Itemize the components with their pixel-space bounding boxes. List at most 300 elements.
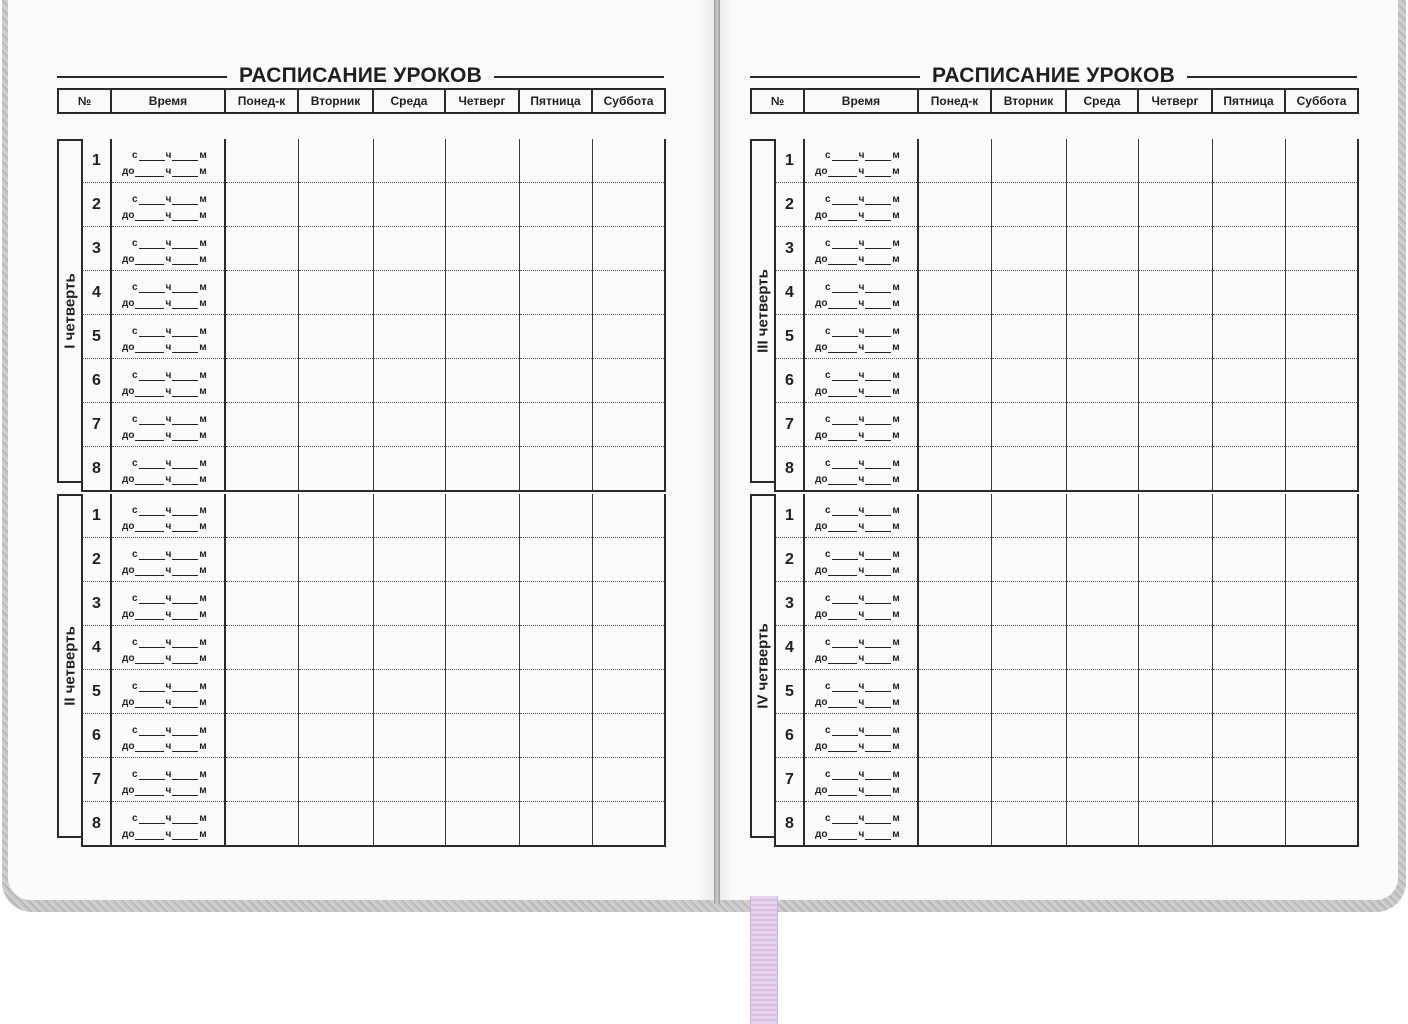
from-hours-blank[interactable]	[139, 238, 165, 249]
from-hours-blank[interactable]	[832, 150, 858, 161]
lesson-cell[interactable]	[1212, 359, 1285, 403]
lesson-cell[interactable]	[519, 315, 592, 359]
from-minutes-blank[interactable]	[865, 681, 891, 692]
lesson-cell[interactable]	[373, 494, 445, 538]
lesson-cell[interactable]	[1066, 538, 1138, 582]
from-hours-blank[interactable]	[139, 813, 165, 824]
lesson-cell[interactable]	[1212, 582, 1285, 626]
from-minutes-blank[interactable]	[172, 238, 198, 249]
lesson-cell[interactable]	[918, 315, 991, 359]
to-hours-blank[interactable]	[828, 565, 857, 576]
to-minutes-blank[interactable]	[172, 785, 198, 796]
lesson-cell[interactable]	[991, 758, 1066, 802]
lesson-cell[interactable]	[1285, 183, 1358, 227]
from-minutes-blank[interactable]	[865, 326, 891, 337]
to-hours-blank[interactable]	[135, 741, 164, 752]
lesson-cell[interactable]	[1138, 183, 1212, 227]
lesson-cell[interactable]	[918, 626, 991, 670]
lesson-cell[interactable]	[225, 227, 298, 271]
to-hours-blank[interactable]	[135, 653, 164, 664]
lesson-cell[interactable]	[445, 626, 519, 670]
lesson-cell[interactable]	[373, 183, 445, 227]
time-field[interactable]	[804, 227, 918, 271]
to-hours-blank[interactable]	[828, 829, 857, 840]
lesson-cell[interactable]	[1285, 626, 1358, 670]
lesson-cell[interactable]	[298, 538, 373, 582]
lesson-cell[interactable]	[519, 582, 592, 626]
lesson-cell[interactable]	[298, 714, 373, 758]
from-hours-blank[interactable]	[139, 370, 165, 381]
to-hours-blank[interactable]	[828, 653, 857, 664]
time-field[interactable]	[111, 359, 225, 403]
lesson-cell[interactable]	[225, 582, 298, 626]
time-field[interactable]	[111, 271, 225, 315]
to-hours-blank[interactable]	[828, 298, 857, 309]
from-minutes-blank[interactable]	[865, 769, 891, 780]
lesson-cell[interactable]	[918, 538, 991, 582]
lesson-cell[interactable]	[592, 538, 665, 582]
from-minutes-blank[interactable]	[865, 549, 891, 560]
to-minutes-blank[interactable]	[172, 565, 198, 576]
lesson-cell[interactable]	[592, 714, 665, 758]
time-field[interactable]	[804, 447, 918, 492]
from-hours-blank[interactable]	[832, 458, 858, 469]
time-field[interactable]	[111, 227, 225, 271]
lesson-cell[interactable]	[592, 183, 665, 227]
to-minutes-blank[interactable]	[172, 609, 198, 620]
lesson-cell[interactable]	[445, 670, 519, 714]
bookmark-ribbon[interactable]	[750, 896, 778, 1024]
to-hours-blank[interactable]	[828, 521, 857, 532]
lesson-cell[interactable]	[225, 494, 298, 538]
lesson-cell[interactable]	[298, 359, 373, 403]
lesson-cell[interactable]	[991, 315, 1066, 359]
lesson-cell[interactable]	[918, 758, 991, 802]
lesson-cell[interactable]	[298, 447, 373, 492]
lesson-cell[interactable]	[918, 582, 991, 626]
lesson-cell[interactable]	[592, 271, 665, 315]
lesson-cell[interactable]	[1138, 802, 1212, 847]
time-field[interactable]	[111, 315, 225, 359]
lesson-cell[interactable]	[1138, 315, 1212, 359]
lesson-cell[interactable]	[298, 582, 373, 626]
lesson-cell[interactable]	[1138, 494, 1212, 538]
from-hours-blank[interactable]	[139, 414, 165, 425]
to-minutes-blank[interactable]	[172, 653, 198, 664]
time-field[interactable]	[111, 403, 225, 447]
lesson-cell[interactable]	[445, 139, 519, 183]
from-minutes-blank[interactable]	[172, 725, 198, 736]
lesson-cell[interactable]	[1285, 315, 1358, 359]
lesson-cell[interactable]	[1066, 403, 1138, 447]
lesson-cell[interactable]	[1212, 271, 1285, 315]
lesson-cell[interactable]	[918, 670, 991, 714]
to-minutes-blank[interactable]	[172, 254, 198, 265]
from-hours-blank[interactable]	[832, 194, 858, 205]
to-minutes-blank[interactable]	[865, 342, 891, 353]
to-hours-blank[interactable]	[828, 386, 857, 397]
lesson-cell[interactable]	[445, 227, 519, 271]
lesson-cell[interactable]	[225, 802, 298, 847]
time-field[interactable]	[804, 403, 918, 447]
to-minutes-blank[interactable]	[865, 166, 891, 177]
from-hours-blank[interactable]	[139, 505, 165, 516]
to-minutes-blank[interactable]	[865, 254, 891, 265]
lesson-cell[interactable]	[592, 403, 665, 447]
lesson-cell[interactable]	[519, 359, 592, 403]
lesson-cell[interactable]	[225, 670, 298, 714]
lesson-cell[interactable]	[592, 802, 665, 847]
to-minutes-blank[interactable]	[172, 697, 198, 708]
time-field[interactable]	[804, 802, 918, 847]
lesson-cell[interactable]	[373, 403, 445, 447]
lesson-cell[interactable]	[592, 139, 665, 183]
lesson-cell[interactable]	[225, 183, 298, 227]
to-minutes-blank[interactable]	[865, 210, 891, 221]
from-minutes-blank[interactable]	[172, 150, 198, 161]
lesson-cell[interactable]	[225, 447, 298, 492]
lesson-cell[interactable]	[519, 183, 592, 227]
lesson-cell[interactable]	[373, 802, 445, 847]
lesson-cell[interactable]	[991, 582, 1066, 626]
lesson-cell[interactable]	[1138, 227, 1212, 271]
from-hours-blank[interactable]	[832, 414, 858, 425]
from-minutes-blank[interactable]	[172, 593, 198, 604]
lesson-cell[interactable]	[1138, 139, 1212, 183]
from-minutes-blank[interactable]	[172, 370, 198, 381]
to-minutes-blank[interactable]	[172, 741, 198, 752]
lesson-cell[interactable]	[445, 403, 519, 447]
lesson-cell[interactable]	[1066, 802, 1138, 847]
to-hours-blank[interactable]	[135, 342, 164, 353]
lesson-cell[interactable]	[1066, 494, 1138, 538]
to-minutes-blank[interactable]	[172, 166, 198, 177]
lesson-cell[interactable]	[298, 802, 373, 847]
lesson-cell[interactable]	[592, 359, 665, 403]
lesson-cell[interactable]	[519, 403, 592, 447]
lesson-cell[interactable]	[298, 403, 373, 447]
lesson-cell[interactable]	[1138, 626, 1212, 670]
to-hours-blank[interactable]	[828, 609, 857, 620]
lesson-cell[interactable]	[298, 758, 373, 802]
from-minutes-blank[interactable]	[172, 458, 198, 469]
lesson-cell[interactable]	[918, 802, 991, 847]
lesson-cell[interactable]	[1066, 315, 1138, 359]
lesson-cell[interactable]	[592, 447, 665, 492]
lesson-cell[interactable]	[1066, 582, 1138, 626]
from-minutes-blank[interactable]	[172, 637, 198, 648]
lesson-cell[interactable]	[991, 447, 1066, 492]
lesson-cell[interactable]	[298, 315, 373, 359]
from-hours-blank[interactable]	[139, 150, 165, 161]
from-hours-blank[interactable]	[832, 813, 858, 824]
lesson-cell[interactable]	[1066, 714, 1138, 758]
time-field[interactable]	[804, 139, 918, 183]
lesson-cell[interactable]	[1285, 271, 1358, 315]
lesson-cell[interactable]	[991, 227, 1066, 271]
time-field[interactable]	[804, 183, 918, 227]
lesson-cell[interactable]	[918, 494, 991, 538]
to-hours-blank[interactable]	[135, 609, 164, 620]
lesson-cell[interactable]	[592, 626, 665, 670]
lesson-cell[interactable]	[298, 227, 373, 271]
lesson-cell[interactable]	[1138, 758, 1212, 802]
from-minutes-blank[interactable]	[865, 637, 891, 648]
from-hours-blank[interactable]	[139, 769, 165, 780]
lesson-cell[interactable]	[592, 315, 665, 359]
lesson-cell[interactable]	[1138, 670, 1212, 714]
lesson-cell[interactable]	[373, 758, 445, 802]
to-hours-blank[interactable]	[828, 785, 857, 796]
lesson-cell[interactable]	[519, 227, 592, 271]
to-hours-blank[interactable]	[135, 210, 164, 221]
lesson-cell[interactable]	[1066, 626, 1138, 670]
lesson-cell[interactable]	[445, 271, 519, 315]
time-field[interactable]	[111, 183, 225, 227]
to-minutes-blank[interactable]	[172, 386, 198, 397]
to-minutes-blank[interactable]	[865, 741, 891, 752]
lesson-cell[interactable]	[1285, 403, 1358, 447]
to-hours-blank[interactable]	[828, 474, 857, 485]
from-hours-blank[interactable]	[139, 458, 165, 469]
lesson-cell[interactable]	[1212, 315, 1285, 359]
to-minutes-blank[interactable]	[865, 829, 891, 840]
from-hours-blank[interactable]	[139, 549, 165, 560]
to-minutes-blank[interactable]	[172, 298, 198, 309]
to-hours-blank[interactable]	[828, 254, 857, 265]
lesson-cell[interactable]	[445, 315, 519, 359]
lesson-cell[interactable]	[592, 582, 665, 626]
from-hours-blank[interactable]	[832, 637, 858, 648]
lesson-cell[interactable]	[1285, 139, 1358, 183]
lesson-cell[interactable]	[991, 359, 1066, 403]
lesson-cell[interactable]	[991, 183, 1066, 227]
lesson-cell[interactable]	[445, 758, 519, 802]
lesson-cell[interactable]	[225, 315, 298, 359]
lesson-cell[interactable]	[445, 538, 519, 582]
lesson-cell[interactable]	[991, 802, 1066, 847]
lesson-cell[interactable]	[1138, 447, 1212, 492]
lesson-cell[interactable]	[1212, 802, 1285, 847]
lesson-cell[interactable]	[519, 626, 592, 670]
from-minutes-blank[interactable]	[865, 458, 891, 469]
to-hours-blank[interactable]	[135, 386, 164, 397]
lesson-cell[interactable]	[373, 271, 445, 315]
from-minutes-blank[interactable]	[172, 282, 198, 293]
lesson-cell[interactable]	[592, 758, 665, 802]
lesson-cell[interactable]	[1285, 494, 1358, 538]
lesson-cell[interactable]	[1138, 403, 1212, 447]
time-field[interactable]	[111, 447, 225, 492]
lesson-cell[interactable]	[225, 626, 298, 670]
lesson-cell[interactable]	[592, 670, 665, 714]
lesson-cell[interactable]	[991, 670, 1066, 714]
to-minutes-blank[interactable]	[172, 474, 198, 485]
lesson-cell[interactable]	[991, 714, 1066, 758]
lesson-cell[interactable]	[1066, 227, 1138, 271]
to-minutes-blank[interactable]	[865, 565, 891, 576]
lesson-cell[interactable]	[298, 271, 373, 315]
lesson-cell[interactable]	[1285, 359, 1358, 403]
lesson-cell[interactable]	[373, 714, 445, 758]
lesson-cell[interactable]	[1212, 403, 1285, 447]
lesson-cell[interactable]	[225, 403, 298, 447]
from-minutes-blank[interactable]	[172, 414, 198, 425]
time-field[interactable]	[804, 582, 918, 626]
from-minutes-blank[interactable]	[865, 813, 891, 824]
time-field[interactable]	[111, 582, 225, 626]
lesson-cell[interactable]	[373, 227, 445, 271]
from-hours-blank[interactable]	[139, 593, 165, 604]
lesson-cell[interactable]	[1066, 271, 1138, 315]
time-field[interactable]	[804, 271, 918, 315]
lesson-cell[interactable]	[519, 802, 592, 847]
to-hours-blank[interactable]	[828, 342, 857, 353]
lesson-cell[interactable]	[298, 670, 373, 714]
lesson-cell[interactable]	[373, 447, 445, 492]
lesson-cell[interactable]	[1285, 758, 1358, 802]
to-hours-blank[interactable]	[828, 210, 857, 221]
lesson-cell[interactable]	[1285, 538, 1358, 582]
lesson-cell[interactable]	[1066, 447, 1138, 492]
time-field[interactable]	[111, 538, 225, 582]
lesson-cell[interactable]	[519, 670, 592, 714]
from-hours-blank[interactable]	[832, 769, 858, 780]
time-field[interactable]	[804, 758, 918, 802]
from-hours-blank[interactable]	[139, 194, 165, 205]
from-minutes-blank[interactable]	[172, 813, 198, 824]
lesson-cell[interactable]	[991, 494, 1066, 538]
lesson-cell[interactable]	[1285, 447, 1358, 492]
lesson-cell[interactable]	[445, 802, 519, 847]
from-minutes-blank[interactable]	[865, 370, 891, 381]
from-minutes-blank[interactable]	[172, 505, 198, 516]
lesson-cell[interactable]	[991, 403, 1066, 447]
lesson-cell[interactable]	[373, 315, 445, 359]
from-minutes-blank[interactable]	[172, 769, 198, 780]
lesson-cell[interactable]	[1285, 802, 1358, 847]
lesson-cell[interactable]	[991, 139, 1066, 183]
to-hours-blank[interactable]	[135, 521, 164, 532]
to-hours-blank[interactable]	[135, 565, 164, 576]
lesson-cell[interactable]	[225, 359, 298, 403]
time-field[interactable]	[111, 626, 225, 670]
to-hours-blank[interactable]	[135, 829, 164, 840]
from-hours-blank[interactable]	[832, 549, 858, 560]
from-minutes-blank[interactable]	[865, 194, 891, 205]
lesson-cell[interactable]	[373, 626, 445, 670]
from-hours-blank[interactable]	[832, 593, 858, 604]
lesson-cell[interactable]	[445, 494, 519, 538]
lesson-cell[interactable]	[991, 626, 1066, 670]
to-hours-blank[interactable]	[135, 430, 164, 441]
lesson-cell[interactable]	[918, 139, 991, 183]
lesson-cell[interactable]	[225, 271, 298, 315]
from-minutes-blank[interactable]	[172, 549, 198, 560]
to-minutes-blank[interactable]	[865, 430, 891, 441]
lesson-cell[interactable]	[991, 538, 1066, 582]
lesson-cell[interactable]	[1285, 582, 1358, 626]
to-minutes-blank[interactable]	[865, 521, 891, 532]
from-minutes-blank[interactable]	[172, 681, 198, 692]
lesson-cell[interactable]	[373, 139, 445, 183]
lesson-cell[interactable]	[519, 714, 592, 758]
to-hours-blank[interactable]	[135, 298, 164, 309]
lesson-cell[interactable]	[1138, 582, 1212, 626]
lesson-cell[interactable]	[991, 271, 1066, 315]
lesson-cell[interactable]	[1066, 670, 1138, 714]
time-field[interactable]	[804, 494, 918, 538]
from-minutes-blank[interactable]	[172, 194, 198, 205]
time-field[interactable]	[804, 359, 918, 403]
lesson-cell[interactable]	[298, 626, 373, 670]
from-hours-blank[interactable]	[832, 725, 858, 736]
to-minutes-blank[interactable]	[865, 386, 891, 397]
lesson-cell[interactable]	[519, 139, 592, 183]
to-hours-blank[interactable]	[135, 785, 164, 796]
lesson-cell[interactable]	[298, 183, 373, 227]
lesson-cell[interactable]	[1212, 538, 1285, 582]
to-minutes-blank[interactable]	[865, 785, 891, 796]
lesson-cell[interactable]	[1138, 359, 1212, 403]
from-hours-blank[interactable]	[832, 238, 858, 249]
lesson-cell[interactable]	[1212, 758, 1285, 802]
from-minutes-blank[interactable]	[172, 326, 198, 337]
from-hours-blank[interactable]	[139, 282, 165, 293]
from-hours-blank[interactable]	[832, 505, 858, 516]
time-field[interactable]	[804, 315, 918, 359]
lesson-cell[interactable]	[519, 538, 592, 582]
to-minutes-blank[interactable]	[172, 521, 198, 532]
from-hours-blank[interactable]	[139, 326, 165, 337]
lesson-cell[interactable]	[1212, 494, 1285, 538]
time-field[interactable]	[111, 758, 225, 802]
lesson-cell[interactable]	[373, 582, 445, 626]
from-hours-blank[interactable]	[139, 637, 165, 648]
lesson-cell[interactable]	[445, 447, 519, 492]
lesson-cell[interactable]	[445, 582, 519, 626]
lesson-cell[interactable]	[1138, 714, 1212, 758]
time-field[interactable]	[804, 714, 918, 758]
lesson-cell[interactable]	[1212, 714, 1285, 758]
from-minutes-blank[interactable]	[865, 505, 891, 516]
to-minutes-blank[interactable]	[172, 342, 198, 353]
to-minutes-blank[interactable]	[172, 829, 198, 840]
from-hours-blank[interactable]	[139, 725, 165, 736]
lesson-cell[interactable]	[1285, 714, 1358, 758]
lesson-cell[interactable]	[1138, 271, 1212, 315]
from-minutes-blank[interactable]	[865, 282, 891, 293]
lesson-cell[interactable]	[1212, 183, 1285, 227]
lesson-cell[interactable]	[1066, 139, 1138, 183]
lesson-cell[interactable]	[1285, 670, 1358, 714]
lesson-cell[interactable]	[918, 403, 991, 447]
to-hours-blank[interactable]	[828, 166, 857, 177]
lesson-cell[interactable]	[225, 714, 298, 758]
to-hours-blank[interactable]	[828, 430, 857, 441]
from-minutes-blank[interactable]	[865, 414, 891, 425]
time-field[interactable]	[111, 714, 225, 758]
time-field[interactable]	[111, 802, 225, 847]
lesson-cell[interactable]	[918, 359, 991, 403]
to-minutes-blank[interactable]	[865, 474, 891, 485]
time-field[interactable]	[804, 538, 918, 582]
from-hours-blank[interactable]	[139, 681, 165, 692]
lesson-cell[interactable]	[1285, 227, 1358, 271]
lesson-cell[interactable]	[1212, 447, 1285, 492]
from-hours-blank[interactable]	[832, 282, 858, 293]
lesson-cell[interactable]	[298, 494, 373, 538]
